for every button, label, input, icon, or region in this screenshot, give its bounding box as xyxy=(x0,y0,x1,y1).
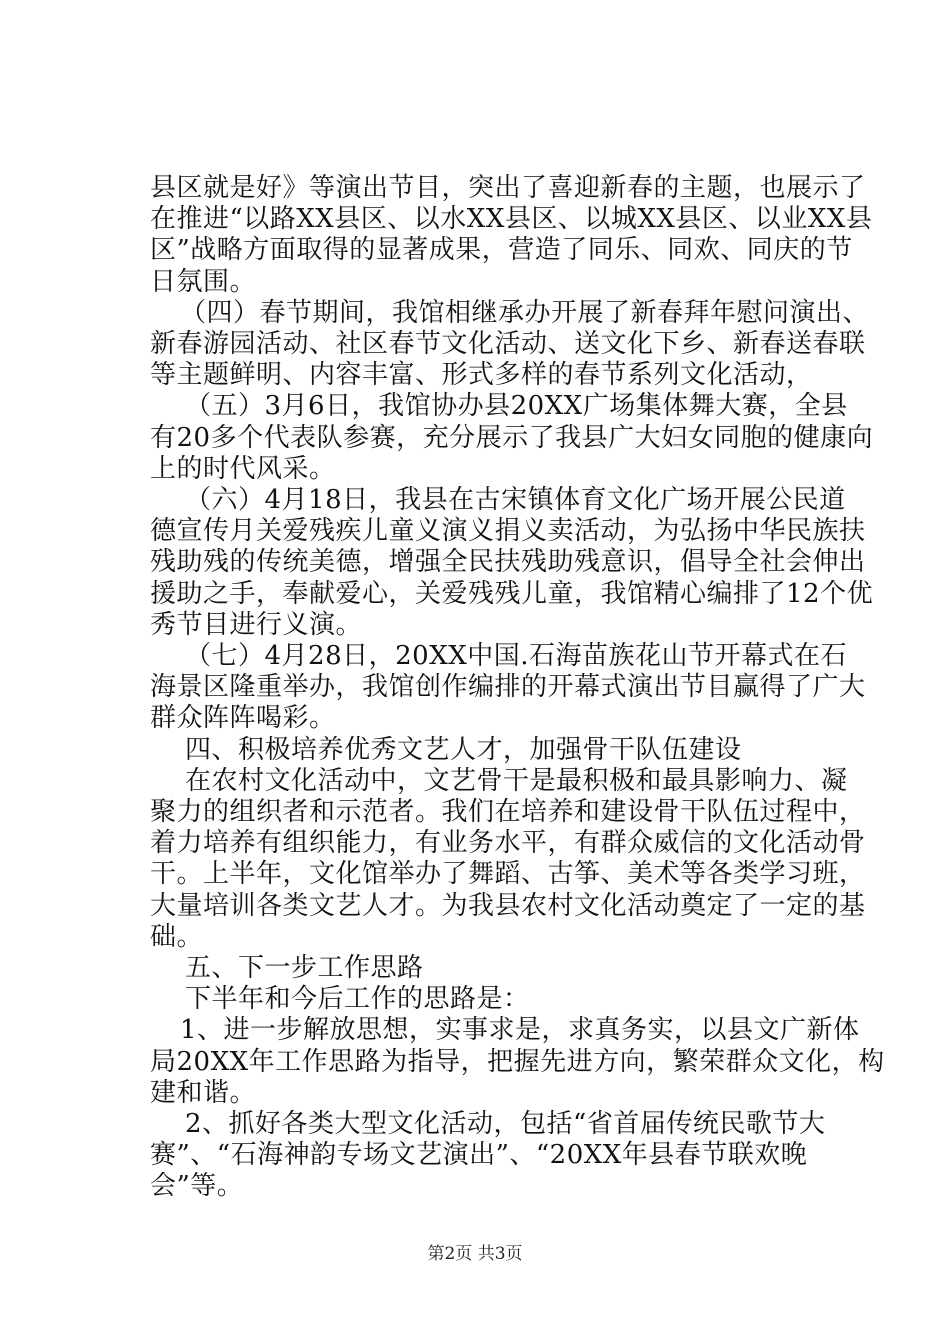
text-line: 日氛围。 xyxy=(150,267,257,297)
text-line: （七）4月28日，20XX中国.石海苗族花山节开幕式在石 xyxy=(185,641,847,671)
text-line: 区”战略方面取得的显著成果，营造了同乐、同欢、同庆的节 xyxy=(150,235,853,265)
text-line: （五）3月6日，我馆协办县20XX广场集体舞大赛，全县 xyxy=(185,391,848,421)
text-line: 干。上半年，文化馆举办了舞蹈、古筝、美术等各类学习班， xyxy=(150,859,866,889)
text-line: （六）4月18日，我县在古宋镇体育文化广场开展公民道 xyxy=(185,485,846,515)
text-line: 县区就是好》等演出节目，突出了喜迎新春的主题，也展示了 xyxy=(150,173,866,203)
text-line: 下半年和今后工作的思路是： xyxy=(185,984,530,1014)
text-line: 上的时代风采。 xyxy=(150,454,336,484)
section-heading: 五、下一步工作思路 xyxy=(185,953,424,983)
page-number-footer: 第2页 共3页 xyxy=(427,1244,523,1264)
text-line: 援助之手，奉献爱心，关爱残残儿童，我馆精心编排了12个优 xyxy=(150,579,874,609)
text-line: 在农村文化活动中，文艺骨干是最积极和最具影响力、凝 xyxy=(185,766,848,796)
text-line: 赛”、“石海神韵专场文艺演出”、“20XX年县春节联欢晚 xyxy=(150,1140,808,1170)
text-line: 秀节目进行义演。 xyxy=(150,610,363,640)
text-line: 聚力的组织者和示范者。我们在培养和建设骨干队伍过程中， xyxy=(150,797,866,827)
text-line: 1、进一步解放思想，实事求是，求真务实，以县文广新体 xyxy=(180,1015,860,1045)
text-line: 大量培训各类文艺人才。为我县农村文化活动奠定了一定的基 xyxy=(150,891,866,921)
text-line: 着力培养有组织能力，有业务水平，有群众威信的文化活动骨 xyxy=(150,828,866,858)
text-line: 局20XX年工作思路为指导，把握先进方向，繁荣群众文化，构 xyxy=(150,1047,885,1077)
text-line: 海景区隆重举办，我馆创作编排的开幕式演出节目赢得了广大 xyxy=(150,672,866,702)
text-line: （四）春节期间，我馆相继承办开展了新春拜年慰问演出、 xyxy=(180,298,870,328)
text-line: 2、抓好各类大型文化活动，包括“省首届传统民歌节大 xyxy=(185,1109,826,1139)
text-line: 础。 xyxy=(150,922,204,952)
text-line: 建和谐。 xyxy=(150,1078,257,1108)
text-line: 群众阵阵喝彩。 xyxy=(150,703,336,733)
text-line: 在推进“以路XX县区、以水XX县区、以城XX县区、以业XX县 xyxy=(150,204,873,234)
text-line: 等主题鲜明、内容丰富、形式多样的春节系列文化活动， xyxy=(150,360,813,390)
text-line: 有20多个代表队参赛，充分展示了我县广大妇女同胞的健康向 xyxy=(150,423,874,453)
text-line: 会”等。 xyxy=(150,1171,244,1201)
section-heading: 四、积极培养优秀文艺人才，加强骨干队伍建设 xyxy=(185,735,742,765)
text-line: 残助残的传统美德，增强全民扶残助残意识，倡导全社会伸出 xyxy=(150,547,866,577)
text-line: 德宣传月关爱残疾儿童义演义捐义卖活动，为弘扬中华民族扶 xyxy=(150,516,866,546)
text-line: 新春游园活动、社区春节文化活动、送文化下乡、新春送春联 xyxy=(150,329,866,359)
